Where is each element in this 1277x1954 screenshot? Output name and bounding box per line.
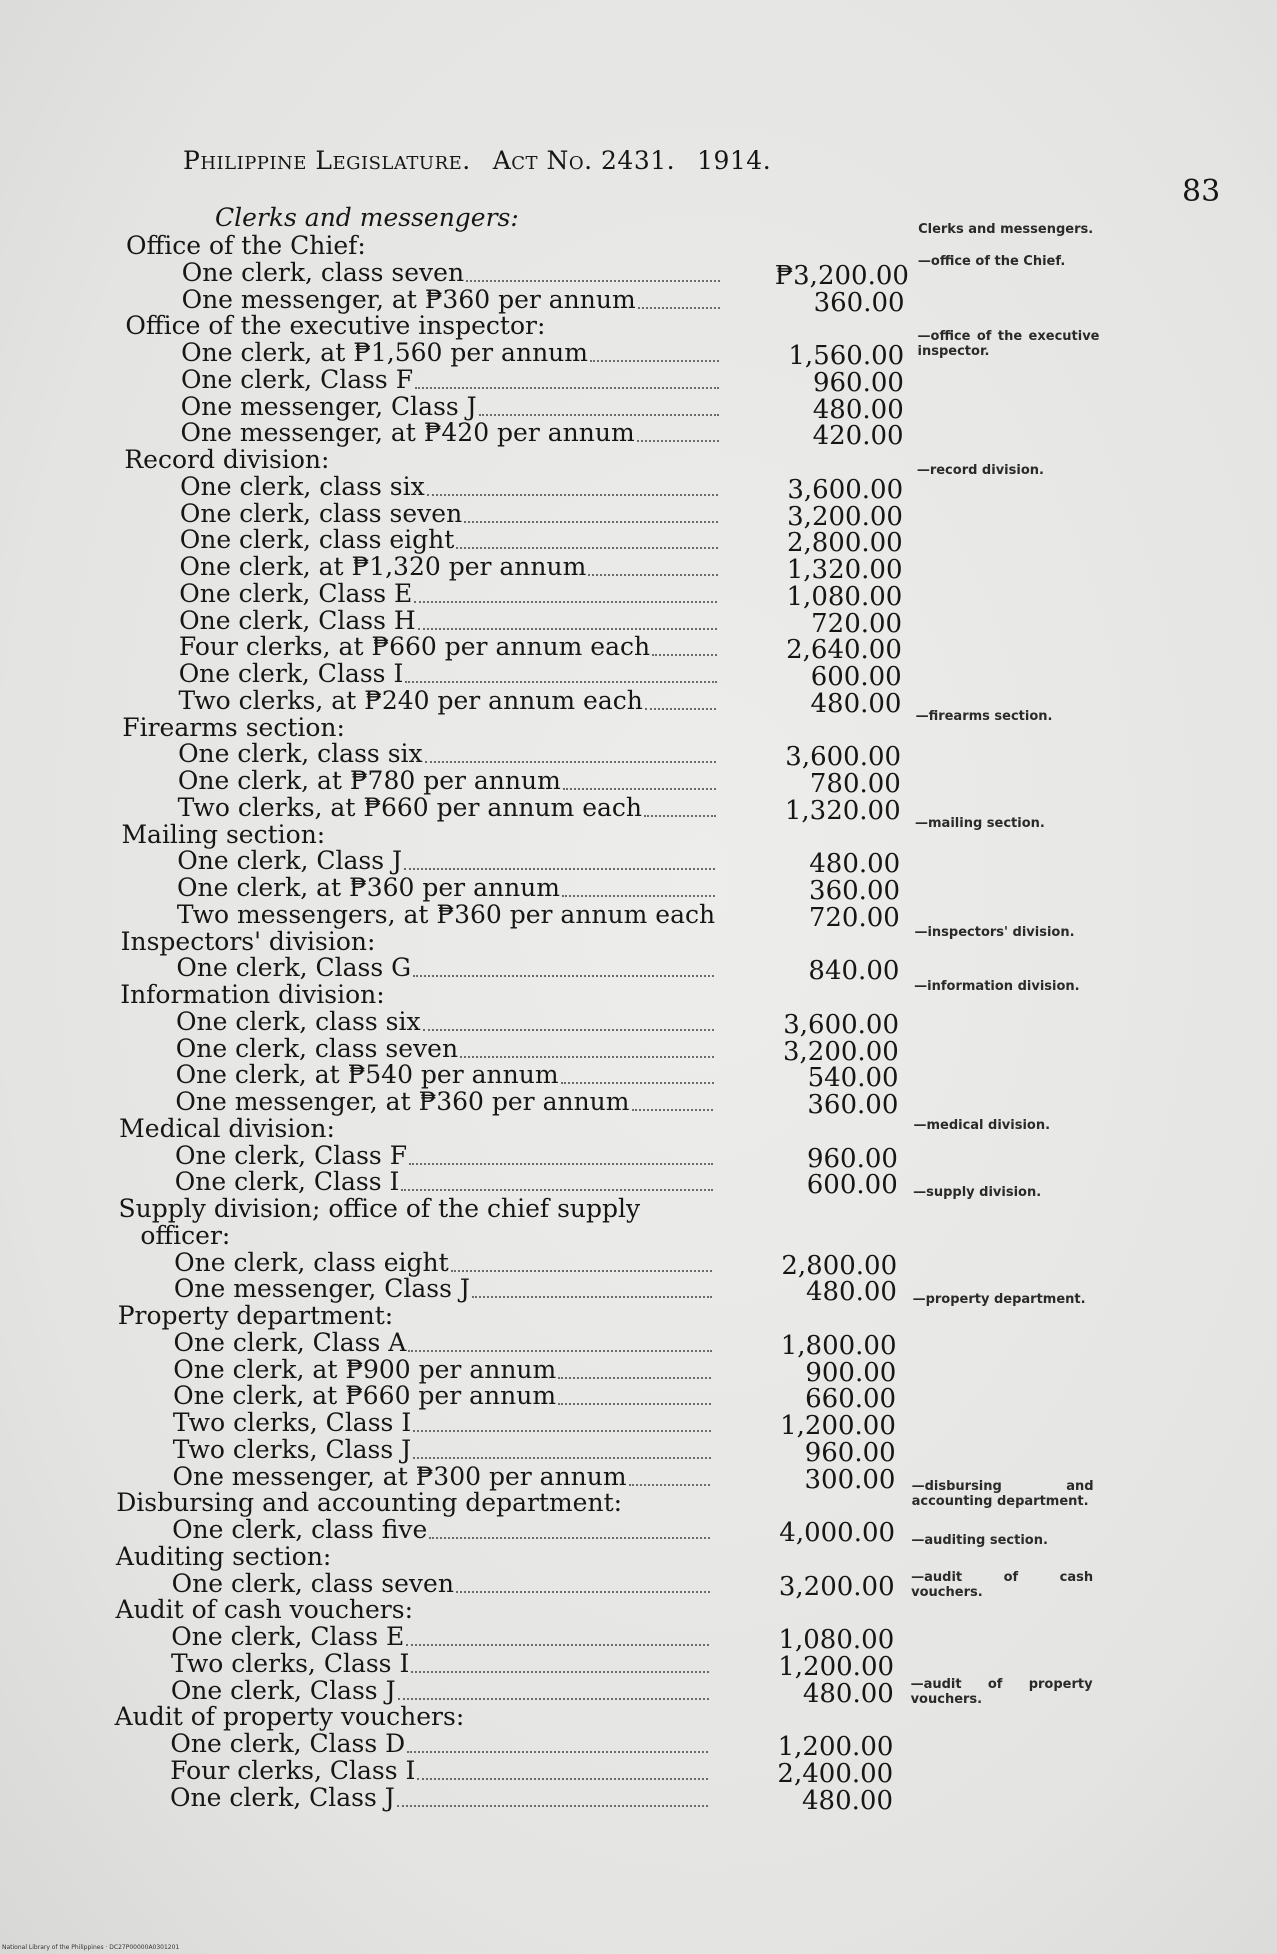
- line-item-label: One clerk, class six: [180, 471, 425, 501]
- line-item-amount: 360.00: [809, 876, 901, 906]
- margin-note: —disbursing and accounting department.: [911, 1479, 1094, 1510]
- line-item-amount: 780.00: [809, 769, 901, 799]
- line-item-label: One clerk, Class F: [180, 364, 414, 394]
- line-item: [0, 1033, 1277, 1067]
- dot-leader: [404, 868, 715, 870]
- line-item-amount: 660.00: [805, 1384, 897, 1415]
- margin-note: —inspectors' division.: [914, 925, 1075, 941]
- line-item-amount: 2,800.00: [786, 528, 903, 559]
- line-item-amount: 4,000.00: [779, 1518, 896, 1548]
- line-item: [0, 1140, 1277, 1174]
- line-item-label: One clerk, class five: [172, 1515, 428, 1544]
- dot-leader: [414, 601, 717, 603]
- line-item-amount: 1,800.00: [780, 1330, 897, 1361]
- line-item-label: One clerk, at ₱660 per annum: [173, 1381, 557, 1411]
- dot-leader: [472, 1296, 712, 1298]
- subsection-heading-label: officer:: [140, 1220, 231, 1250]
- line-item-amount: 2,800.00: [781, 1250, 898, 1281]
- line-item-amount: 900.00: [805, 1357, 897, 1388]
- line-item-amount: 480.00: [802, 1678, 894, 1709]
- line-item-amount: 3,600.00: [787, 474, 904, 505]
- margin-note: Clerks and messengers.: [918, 221, 1094, 237]
- line-item: [0, 846, 1277, 880]
- subsection-heading-label: Firearms section:: [122, 712, 345, 742]
- margin-note: —medical division.: [913, 1118, 1051, 1134]
- line-item-amount: 420.00: [812, 421, 904, 452]
- line-item-amount: 1,080.00: [778, 1625, 895, 1655]
- line-item-amount: 3,200.00: [778, 1571, 895, 1602]
- dot-leader: [407, 1751, 708, 1753]
- line-item-amount: 960.00: [804, 1437, 896, 1468]
- line-item: [0, 1755, 1277, 1789]
- line-item-label: One clerk, class six: [178, 739, 423, 769]
- line-item-label: One clerk, at ₱1,320 per annum: [179, 552, 587, 581]
- line-item-label: Four clerks, at ₱660 per annum each: [178, 632, 651, 662]
- line-item: [0, 1434, 1277, 1468]
- margin-note: —property department.: [912, 1291, 1086, 1307]
- line-item-label: Two clerks, at ₱660 per annum each: [177, 792, 643, 822]
- line-item: [0, 873, 1277, 906]
- line-item-amount: 1,200.00: [778, 1651, 895, 1682]
- dot-leader: [644, 815, 716, 817]
- line-item-label: Two clerks, Class I: [172, 1408, 412, 1437]
- line-item-label: One clerk, Class A: [173, 1327, 407, 1357]
- line-item-amount: 480.00: [802, 1785, 893, 1816]
- line-item: [0, 739, 1277, 773]
- dot-leader: [645, 708, 717, 710]
- header-year: 1914.: [697, 146, 772, 175]
- line-item-label: One messenger, at ₱360 per annum: [181, 284, 636, 314]
- subsection-heading: [0, 1596, 1277, 1623]
- running-header: [183, 146, 771, 175]
- line-item-amount: 480.00: [805, 1277, 897, 1308]
- line-item: [0, 364, 1277, 398]
- dot-leader: [398, 1698, 709, 1700]
- line-item-label: One clerk, class seven: [179, 498, 463, 528]
- line-item-amount: 360.00: [807, 1090, 899, 1120]
- line-item-amount: 3,600.00: [783, 1009, 899, 1040]
- line-item: [0, 659, 1277, 692]
- line-item-amount: 2,400.00: [777, 1758, 894, 1789]
- line-item: [0, 498, 1277, 532]
- line-item-label: One clerk, Class J: [170, 1675, 396, 1705]
- subsection-heading-label: Property department:: [117, 1301, 394, 1330]
- dot-leader: [590, 360, 719, 362]
- line-item-label: One clerk, at ₱1,560 per annum: [181, 338, 588, 367]
- line-item-label: One clerk, Class H: [179, 605, 416, 635]
- header-act: Act No. 2431.: [492, 146, 676, 175]
- dot-leader: [427, 494, 718, 496]
- line-item-label: Four clerks, Class I: [170, 1755, 416, 1785]
- line-item-label: One clerk, Class I: [174, 1167, 400, 1197]
- subsection-heading-label: Information division:: [120, 980, 385, 1009]
- line-item-amount: 600.00: [810, 662, 902, 692]
- line-item-amount: 360.00: [813, 287, 905, 318]
- line-item: [0, 632, 1277, 666]
- line-item: [0, 1006, 1277, 1040]
- line-item: [0, 1060, 1277, 1094]
- subsection-heading-label: Audit of property vouchers:: [114, 1702, 465, 1732]
- dot-leader: [652, 654, 717, 656]
- line-item-amount: 1,320.00: [786, 555, 903, 585]
- dot-leader: [456, 1591, 710, 1593]
- dot-leader: [413, 1457, 711, 1459]
- line-item-amount: 1,320.00: [784, 795, 901, 826]
- dot-leader: [411, 1671, 709, 1673]
- line-item-label: One clerk, Class J: [170, 1782, 395, 1812]
- subsection-heading-label: Office of the executive inspector:: [125, 311, 546, 341]
- line-item-label: Two clerks, Class J: [172, 1434, 412, 1464]
- subsection-heading: [0, 1703, 1277, 1730]
- subsection-heading-label: Record division:: [124, 445, 330, 474]
- dot-leader: [423, 1029, 714, 1031]
- dot-leader: [466, 280, 720, 282]
- dot-leader: [558, 1403, 711, 1405]
- page-number: 83: [1182, 174, 1221, 209]
- footer-credit: National Library of the Philippines · DC27P00000A0301201: [2, 1944, 180, 1951]
- margin-note: —record division.: [916, 462, 1044, 478]
- line-item-amount: 720.00: [811, 608, 903, 639]
- subsection-heading-label: Audit of cash vouchers:: [115, 1595, 413, 1625]
- dot-leader: [405, 681, 716, 683]
- line-item-label: One clerk, Class J: [177, 846, 403, 876]
- line-item-amount: ₱3,200.00: [774, 260, 909, 291]
- section-heading: Clerks and messengers:: [215, 203, 519, 232]
- subsection-heading-label: Supply division; office of the chief supply: [118, 1194, 641, 1223]
- subsection-heading-label: Auditing section:: [115, 1541, 332, 1571]
- dot-leader: [558, 1377, 711, 1379]
- line-item-label: One messenger, at ₱300 per annum: [172, 1461, 627, 1491]
- line-item: [0, 578, 1277, 612]
- margin-note: —information division.: [914, 978, 1080, 994]
- dot-leader: [588, 574, 717, 576]
- dot-leader: [456, 547, 717, 549]
- margin-note: —auditing section.: [911, 1532, 1048, 1548]
- margin-note: —office of the executive inspector.: [917, 328, 1100, 359]
- line-item-label: One clerk, at ₱360 per annum: [177, 873, 560, 902]
- line-item-amount: 840.00: [808, 956, 900, 987]
- line-item-label: One clerk, class seven: [171, 1568, 454, 1598]
- line-item-amount: 480.00: [810, 688, 902, 719]
- dot-leader: [406, 1644, 709, 1646]
- dot-leader: [561, 1082, 714, 1084]
- line-item-label: One clerk, class seven: [181, 257, 465, 287]
- line-item-label: One clerk, at ₱900 per annum: [173, 1354, 557, 1384]
- line-item: [0, 1648, 1277, 1682]
- subsection-heading-label: Mailing section:: [121, 819, 326, 849]
- line-item-label: One clerk, class seven: [175, 1033, 459, 1063]
- line-item: [0, 391, 1277, 425]
- line-item-label: One messenger, Class J: [180, 391, 477, 421]
- line-item: [0, 1729, 1277, 1762]
- dot-leader: [451, 1270, 712, 1272]
- dot-leader: [563, 788, 716, 790]
- line-item-label: One messenger, Class J: [173, 1274, 470, 1304]
- dot-leader: [632, 1109, 714, 1111]
- dot-leader: [415, 387, 719, 389]
- dot-leader: [460, 1056, 714, 1058]
- line-item-label: One clerk, class eight: [179, 525, 455, 555]
- line-item: [0, 1782, 1277, 1816]
- line-item-amount: 480.00: [812, 394, 904, 425]
- dot-leader: [429, 1537, 710, 1539]
- line-item-amount: 1,560.00: [788, 341, 905, 371]
- line-item-amount: 720.00: [808, 902, 900, 933]
- subsection-heading-label: Inspectors' division:: [120, 926, 376, 956]
- dot-leader: [629, 1484, 711, 1486]
- line-item-label: One clerk, class six: [176, 1006, 421, 1036]
- dot-leader: [562, 895, 715, 897]
- line-item: [0, 418, 1277, 452]
- line-item-label: One clerk, Class F: [174, 1140, 408, 1170]
- subsection-heading-label: Disbursing and accounting department:: [116, 1488, 623, 1518]
- subsection-heading-label: Medical division:: [119, 1113, 335, 1143]
- line-item-amount: 300.00: [804, 1464, 896, 1495]
- line-item-amount: 1,200.00: [777, 1732, 894, 1762]
- margin-note: —firearms section.: [915, 708, 1053, 724]
- line-item-label: Two clerks, at ₱240 per annum each: [178, 685, 643, 715]
- line-item: [0, 1408, 1277, 1441]
- dot-leader: [401, 1189, 712, 1191]
- header-legislature: Philippine Legislature.: [183, 146, 471, 175]
- line-item-label: Two clerks, Class I: [171, 1648, 410, 1678]
- line-item-amount: 2,640.00: [786, 635, 902, 666]
- line-item-label: One messenger, at ₱420 per annum: [180, 418, 635, 448]
- line-item-label: One clerk, Class D: [170, 1729, 406, 1758]
- line-item: [0, 1381, 1277, 1415]
- dot-leader: [418, 628, 717, 630]
- line-item-label: One clerk, Class E: [171, 1622, 405, 1651]
- line-item-amount: 1,080.00: [786, 581, 903, 612]
- line-item-amount: 960.00: [812, 367, 904, 398]
- line-item: [0, 552, 1277, 585]
- margin-note: —office of the Chief.: [917, 254, 1066, 270]
- line-item: [0, 766, 1277, 799]
- line-item-amount: 960.00: [806, 1143, 898, 1174]
- line-item: [0, 284, 1277, 318]
- line-item: [0, 605, 1277, 639]
- dot-leader: [408, 1350, 711, 1352]
- margin-note: —mailing section.: [915, 815, 1045, 831]
- line-item-label: One clerk, Class G: [176, 953, 412, 983]
- line-item-label: One clerk, at ₱780 per annum: [177, 766, 561, 795]
- line-item-amount: 3,600.00: [785, 742, 902, 773]
- line-item-amount: 3,200.00: [783, 1036, 899, 1067]
- line-item-amount: 3,200.00: [787, 501, 903, 532]
- margin-note: —supply division.: [913, 1184, 1042, 1200]
- line-item: [0, 1327, 1277, 1361]
- dot-leader: [638, 307, 720, 309]
- dot-leader: [397, 1805, 708, 1807]
- line-item-label: One messenger, at ₱360 per annum: [175, 1087, 630, 1116]
- line-item-amount: 1,200.00: [780, 1411, 896, 1441]
- dot-leader: [464, 521, 718, 523]
- line-item-label: Two messengers, at ₱360 per annum each: [176, 899, 716, 929]
- line-item: [0, 1087, 1277, 1120]
- dot-leader: [409, 1163, 713, 1165]
- line-item: [0, 525, 1277, 559]
- line-item-label: One clerk, Class I: [178, 659, 404, 688]
- line-item-amount: 480.00: [809, 849, 901, 880]
- line-item-amount: 540.00: [807, 1063, 899, 1094]
- subsection-heading: [0, 1222, 1277, 1249]
- line-item-label: One clerk, Class E: [179, 578, 413, 608]
- dot-leader: [479, 414, 719, 416]
- dot-leader: [637, 440, 719, 442]
- margin-note: —audit of property vouchers.: [910, 1677, 1093, 1708]
- line-item-label: One clerk, at ₱540 per annum: [175, 1060, 559, 1090]
- dot-leader: [413, 975, 714, 977]
- line-item: [0, 1354, 1277, 1388]
- dot-leader: [417, 1778, 708, 1780]
- dot-leader: [413, 1430, 711, 1432]
- subsection-heading-label: Office of the Chief:: [126, 231, 366, 260]
- line-item-label: One clerk, class eight: [174, 1247, 449, 1277]
- dot-leader: [425, 761, 716, 763]
- margin-note: —audit of cash vouchers.: [911, 1570, 1094, 1601]
- line-item: [0, 1247, 1277, 1281]
- line-item: [0, 1622, 1277, 1655]
- line-item-amount: 600.00: [806, 1170, 898, 1201]
